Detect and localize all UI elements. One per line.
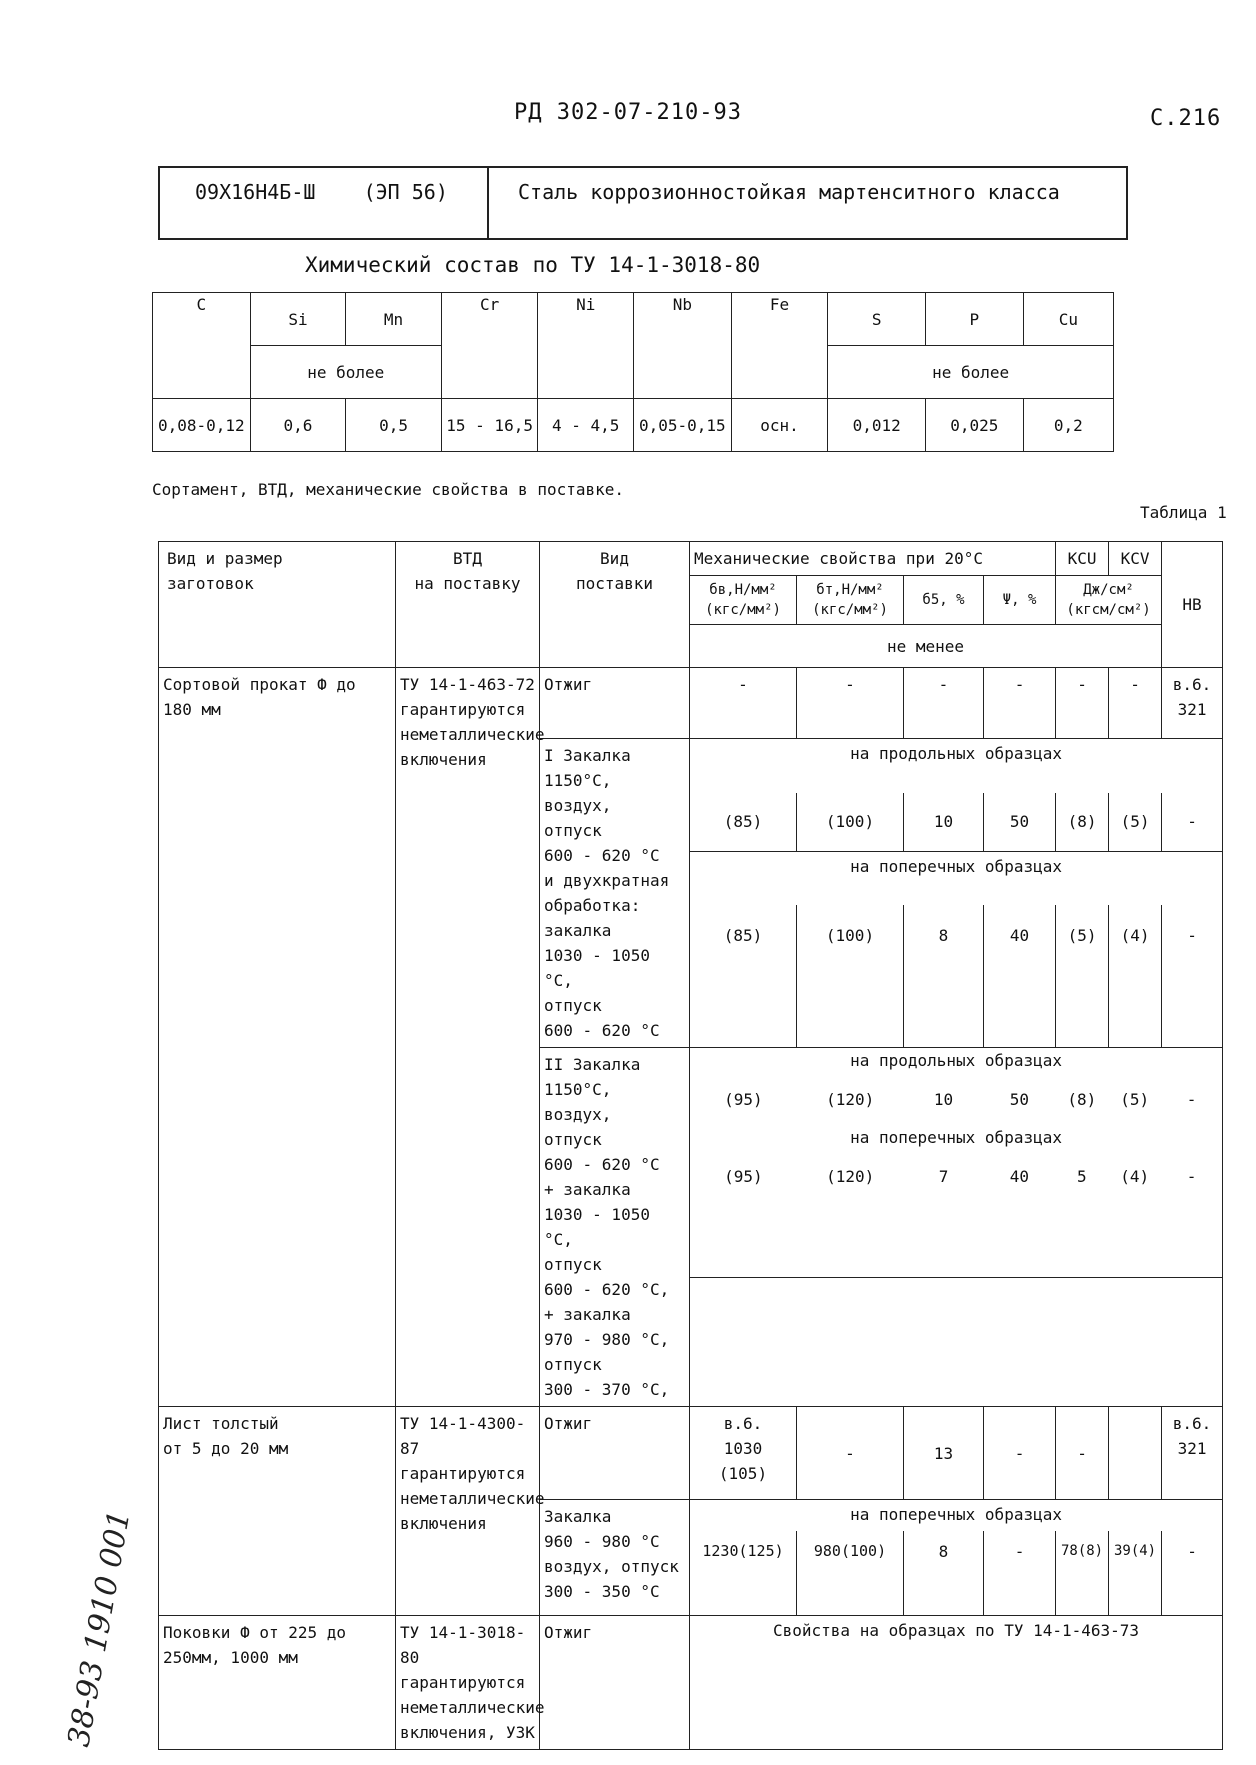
chem-el-si: Si [250,293,346,346]
r1-vtd: ТУ 14-1-463-72 гарантируются неметаллические включения [396,668,540,1407]
r1-c-vals2 [690,1150,1222,1202]
r1-b2-kcv: (4) [1109,905,1162,1048]
sortament-caption: Сортамент, ВТД, механические свойства в поставке. [152,480,625,499]
r2-b-note: на поперечных образцах [690,1500,1223,1532]
r1-a-supply: Отжиг [540,668,690,739]
chem-val-nb: 0,05-0,15 [634,399,732,452]
r2-a-psi: - [984,1407,1056,1500]
r2-a-kcv [1109,1407,1162,1500]
r1-b2-d5: 8 [904,905,984,1048]
r2-a-hb: в.6. 321 [1162,1407,1223,1500]
h-min: не менее [690,625,1162,668]
chem-val-fe: осн. [731,399,828,452]
chem-val-s: 0,012 [828,399,926,452]
r2-b-d5: 8 [904,1531,984,1616]
h-psi: Ψ, % [984,576,1056,625]
r1-c2-hb: - [1186,1166,1197,1186]
h-kc-units: Дж/см² (кгсм/см²) [1056,576,1162,625]
r1-c-supply: II Закалка 1150°С, воздух, отпуск 600 - 620 °С + закалка 1030 - 1050 °С, отпуск 600 - 620 °С, + закалка 970 - 980 °С, отпуск 300 - 370 °С, [540,1048,690,1407]
r1-b1-hb: - [1162,793,1223,852]
r1-b1-kcv: (5) [1109,793,1162,852]
chem-el-cr: Cr [441,293,538,399]
chem-limit-right: не более [828,346,1114,399]
chem-val-mn: 0,5 [346,399,442,452]
chem-el-c: C [153,293,251,399]
chem-val-p: 0,025 [926,399,1024,452]
r1-a-hb: в.6. 321 [1162,668,1223,739]
r1-b1-sb: (85) [690,793,797,852]
r1-c1-st: (120) [826,1089,875,1109]
r2-a-kcu: - [1056,1407,1109,1500]
r1-c1-hb: - [1186,1089,1197,1109]
r1-b-supply: I Закалка 1150°С, воздух, отпуск 600 - 620 °С и двухкратная обработка: закалка 1030 - 1050 °С, отпуск 600 - 620 °С [540,739,690,1048]
r2-annealing-row [159,1407,1223,1500]
h-supply: Вид поставки [540,542,690,668]
r1-c1-psi: 50 [1009,1089,1030,1109]
r1-b2-sb: (85) [690,905,797,1048]
h-kcv: KCV [1109,542,1162,576]
chem-header-row [153,293,1114,346]
r1-c1-d5: 10 [933,1089,954,1109]
chem-val-c: 0,08-0,12 [153,399,251,452]
table-label: Таблица 1 [1140,503,1227,522]
r2-a-supply: Отжиг [540,1407,690,1500]
h-mech: Механические свойства при 20°С [690,542,1056,576]
r1-a-sb: - [690,668,797,739]
r1-b2-hb: - [1162,905,1223,1048]
r1-c-note2: на поперечных образцах [850,1128,1062,1147]
chem-title: Химический состав по ТУ 14-1-3018-80 [305,253,761,277]
r1-c2-st: (120) [826,1166,875,1186]
chem-el-p: P [926,293,1024,346]
chem-val-cu: 0,2 [1023,399,1113,452]
r1-c1-kcv: (5) [1120,1089,1150,1109]
r1-c2-d5: 7 [938,1166,949,1186]
grade-box [158,166,1128,240]
r1-c-spacer [690,1278,1223,1407]
r2-a-st: - [797,1407,904,1500]
r1-type: Сортовой прокат Ф до 180 мм [159,668,396,1407]
r2-b-psi: - [984,1531,1056,1616]
r3-vtd: ТУ 14-1-3018-80 гарантируются неметаллические включения, УЗК [396,1616,540,1750]
h-vtd: ВТД на поставку [396,542,540,668]
r2-b-sb: 1230(125) [690,1531,797,1616]
r1-c2-kcv: (4) [1120,1166,1150,1186]
h-st: бт,Н/мм² (кгс/мм²) [797,576,904,625]
r1-b-note2: на поперечных образцах [690,851,1223,905]
r2-vtd: ТУ 14-1-4300-87 гарантируются неметаллические включения [396,1407,540,1616]
chem-el-mn: Mn [346,293,442,346]
r1-b1-d5: 10 [904,793,984,852]
h-sb: бв,Н/мм² (кгс/мм²) [690,576,797,625]
r1-a-d5: - [904,668,984,739]
r1-b2-st: (100) [797,905,904,1048]
r1-c-note1: на продольных образцах [850,1051,1062,1070]
r3-type: Поковки Ф от 225 до 250мм, 1000 мм [159,1616,396,1750]
r3-supply: Отжиг [540,1616,690,1750]
chem-val-si: 0,6 [250,399,346,452]
r1-a-kcu: - [1056,668,1109,739]
r1-annealing-row [159,668,1223,739]
r1-b-note1: на продольных образцах [690,739,1223,793]
page-number: С.216 [1150,106,1222,131]
margin-note-text: 38-93 1910 001 [61,1507,138,1750]
r3-note: Свойства на образцах по ТУ 14-1-463-73 [690,1616,1223,1750]
main-table [158,541,1223,1750]
chem-limit-left: не более [250,346,441,399]
chem-el-s: S [828,293,926,346]
r3-row [159,1616,1223,1750]
r1-b1-psi: 50 [984,793,1056,852]
document-code: РД 302-07-210-93 [514,100,742,125]
main-header-row-1 [159,542,1223,576]
grade-description: Сталь коррозионностойкая мартенситного класса [518,180,1060,204]
r1-a-psi: - [984,668,1056,739]
chem-val-cr: 15 - 16,5 [441,399,538,452]
chem-el-fe: Fe [731,293,828,399]
r1-c2-psi: 40 [1009,1166,1030,1186]
r1-a-kcv: - [1109,668,1162,739]
chem-table [152,292,1114,452]
r2-type: Лист толстый от 5 до 20 мм [159,1407,396,1616]
chem-val-ni: 4 - 4,5 [538,399,634,452]
r1-b1-st: (100) [797,793,904,852]
r1-b1-kcu: (8) [1056,793,1109,852]
handwritten-margin-note [40,1470,138,1750]
chem-el-ni: Ni [538,293,634,399]
r1-c-props [690,1048,1223,1278]
r2-b-st: 980(100) [797,1531,904,1616]
r1-c1-sb: (95) [724,1089,763,1109]
chem-el-nb: Nb [634,293,732,399]
r2-b-kcu: 78(8) [1056,1531,1109,1616]
r1-b2-psi: 40 [984,905,1056,1048]
r1-c-vals1 [690,1073,1222,1125]
grade-divider [487,168,489,238]
h-d5: б5, % [904,576,984,625]
r1-c1-kcu: (8) [1067,1089,1097,1109]
chem-values-row [153,399,1114,452]
r1-c2-sb: (95) [724,1166,763,1186]
h-type: Вид и размер заготовок [159,542,396,668]
r2-a-d5: 13 [904,1407,984,1500]
r2-b-hb: - [1162,1531,1223,1616]
chem-el-cu: Cu [1023,293,1113,346]
h-kcu: KCU [1056,542,1109,576]
r2-b-kcv: 39(4) [1109,1531,1162,1616]
r2-a-sb: в.6. 1030 (105) [690,1407,797,1500]
r1-c2-kcu: 5 [1076,1166,1087,1186]
h-hb: HB [1162,542,1223,668]
grade-code: 09Х16Н4Б-Ш (ЭП 56) [195,180,448,204]
r2-b-supply: Закалка 960 - 980 °С воздух, отпуск 300 - 350 °С [540,1500,690,1616]
r1-a-st: - [797,668,904,739]
r1-b2-kcu: (5) [1056,905,1109,1048]
